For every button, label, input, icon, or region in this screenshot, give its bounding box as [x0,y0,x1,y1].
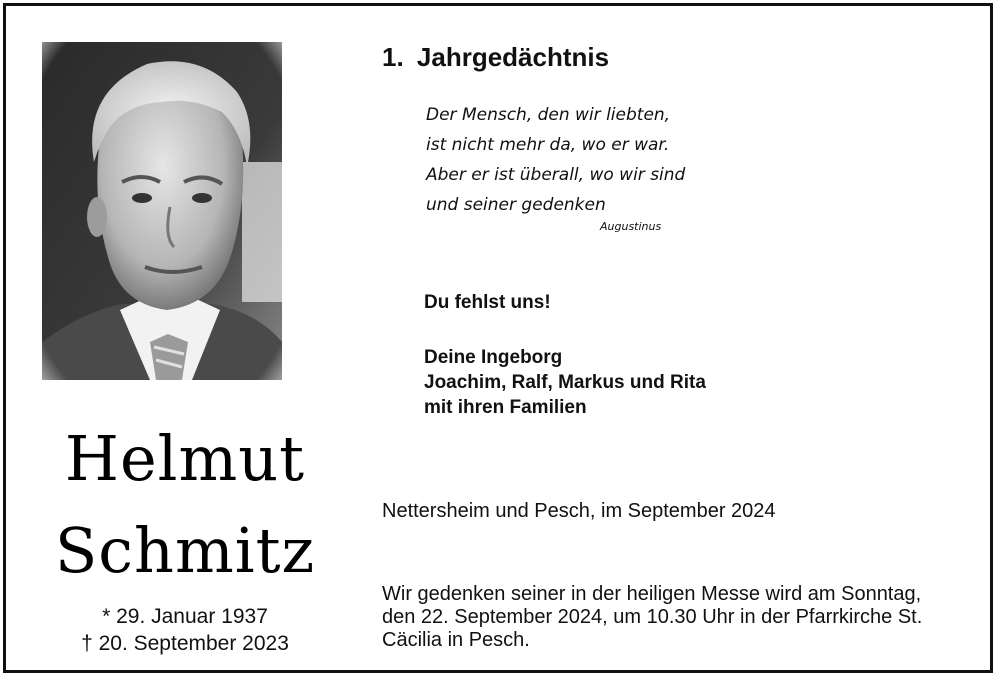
portrait-image [42,42,282,380]
family-signature [424,345,706,420]
poem-line: Der Mensch, den wir liebten, [426,105,671,125]
poem-line: Aber er ist überall, wo wir sind [426,165,686,185]
message-line: Du fehlst uns! [424,292,551,313]
mass-notice [382,583,992,652]
poem-line: und seiner gedenken [426,195,606,215]
family-line: Joachim, Ralf, Markus und Rita [424,372,706,393]
poem-author: Augustinus [600,220,662,233]
place-date: Nettersheim und Pesch, im September 2024 [382,500,776,522]
mass-notice-line: Wir gedenken seiner in der heiligen Messe wird am Sonntag, [382,583,922,605]
deceased-first-name: Helmut [64,422,306,495]
birth-date: * 29. Januar 1937 [102,605,268,628]
deceased-last-name: Schmitz [54,514,316,587]
portrait-photo [42,42,282,380]
mass-notice-line: Cäcilia in Pesch. [382,629,530,651]
poem-line: ist nicht mehr da, wo er war. [426,135,670,155]
anniversary-heading: 1. Jahrgedächtnis [382,42,610,72]
death-date: † 20. September 2023 [81,632,289,655]
family-line: mit ihren Familien [424,397,587,418]
poem [426,100,685,220]
mass-notice-line: den 22. September 2024, um 10.30 Uhr in der Pfarrkirche St. [382,606,923,628]
family-line: Deine Ingeborg [424,347,563,368]
